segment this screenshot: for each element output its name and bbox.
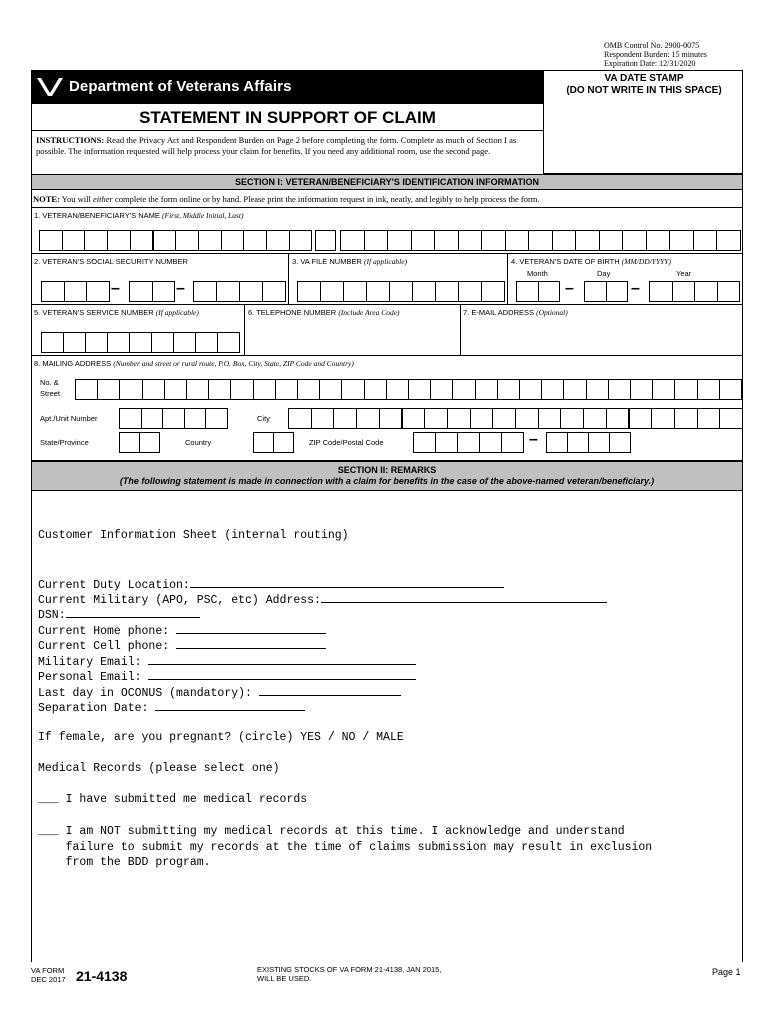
char-box[interactable] [402, 408, 426, 429]
char-box[interactable] [173, 332, 196, 353]
form-label: VA FORM [31, 966, 65, 975]
char-box[interactable] [716, 230, 741, 251]
char-box[interactable] [239, 281, 263, 302]
apt-label: Apt./Unit Number [40, 414, 98, 423]
separation-label: Separation Date: [38, 702, 149, 715]
separator-dash: – [565, 280, 574, 297]
char-box[interactable] [320, 281, 344, 302]
char-box[interactable] [501, 432, 524, 453]
field2-label: 2. VETERAN'S SOCIAL SECURITY NUMBER [34, 257, 188, 266]
form-number: 21-4138 [76, 968, 128, 984]
char-box[interactable] [386, 379, 409, 400]
va-date-stamp-box [543, 70, 743, 174]
department-name: Department of Veterans Affairs [69, 78, 292, 95]
char-box[interactable] [622, 230, 647, 251]
char-box[interactable] [447, 408, 471, 429]
char-box[interactable] [315, 230, 336, 251]
char-box[interactable] [674, 408, 698, 429]
dob-year-label: Year [676, 269, 692, 278]
char-box[interactable] [430, 379, 453, 400]
section2-title: SECTION II: REMARKS [337, 465, 437, 475]
dsn-label: DSN: [38, 609, 66, 622]
char-box[interactable] [408, 379, 431, 400]
char-box[interactable] [649, 281, 673, 302]
char-box[interactable] [481, 230, 506, 251]
field8-label [34, 359, 354, 368]
char-box[interactable] [387, 230, 412, 251]
char-box[interactable] [221, 230, 245, 251]
field7-hint: (Optional) [536, 308, 568, 317]
char-box[interactable] [184, 408, 207, 429]
char-box[interactable] [119, 432, 140, 453]
char-box[interactable] [458, 281, 482, 302]
char-box[interactable] [652, 379, 675, 400]
char-box[interactable] [629, 408, 653, 429]
existing-stocks [257, 965, 441, 983]
char-box[interactable] [606, 281, 629, 302]
option2-blank[interactable]: ___ [38, 825, 59, 838]
char-box[interactable] [412, 281, 436, 302]
cell-phone-label: Current Cell phone: [38, 640, 170, 653]
stamp-title: VA DATE STAMP [604, 73, 684, 84]
military-email-label: Military Email: [38, 656, 142, 669]
cell-phone-blank[interactable] [176, 637, 326, 649]
char-box[interactable] [588, 432, 610, 453]
char-box[interactable] [606, 408, 630, 429]
page-number: Page 1 [712, 967, 741, 977]
char-box[interactable] [63, 332, 86, 353]
char-box[interactable] [424, 408, 448, 429]
char-box[interactable] [674, 379, 697, 400]
char-box[interactable] [475, 379, 498, 400]
pregnant-question: If female, are you pregnant? (circle) YES / NO / MALE [38, 731, 404, 744]
omb-burden: Respondent Burden: 15 minutes [604, 50, 707, 59]
char-box[interactable] [297, 281, 321, 302]
char-box[interactable] [435, 281, 459, 302]
char-box[interactable] [142, 379, 165, 400]
char-box[interactable] [85, 332, 108, 353]
divider [31, 355, 743, 356]
field7-label [463, 308, 568, 317]
field1-label [34, 211, 243, 220]
char-box[interactable] [343, 281, 367, 302]
field3-hint: (If applicable) [363, 257, 408, 266]
field4-hint: (MM/DD/YYYY) [621, 257, 671, 266]
field3-label [292, 257, 407, 266]
char-box[interactable] [651, 408, 675, 429]
dob-month-label: Month [527, 269, 548, 278]
char-box[interactable] [583, 408, 607, 429]
char-box[interactable] [139, 432, 160, 453]
separation-line [38, 699, 305, 715]
section1-note [33, 194, 540, 204]
home-phone-blank[interactable] [176, 622, 326, 634]
char-box[interactable] [479, 432, 502, 453]
dsn-blank[interactable] [66, 606, 200, 618]
dob-day-label: Day [597, 269, 611, 278]
field1-hint: (First, Middle Initial, Last) [162, 211, 244, 220]
separator-dash: – [529, 431, 538, 448]
last-day-blank[interactable] [259, 684, 401, 696]
char-box[interactable] [586, 379, 609, 400]
personal-email-blank[interactable] [148, 668, 416, 680]
char-box[interactable] [669, 230, 694, 251]
personal-email-line [38, 668, 416, 684]
char-box[interactable] [230, 379, 253, 400]
records-question: Medical Records (please select one) [38, 762, 280, 775]
char-box[interactable] [216, 281, 240, 302]
option2-text-1: I am NOT submitting my medical records at this time. I acknowledge and understand [65, 825, 625, 838]
char-box[interactable] [253, 379, 276, 400]
option2-text-2: failure to submit my records at the time of claims submission may result in exclusion [65, 840, 653, 854]
note-em: either [93, 194, 113, 204]
home-phone-line [38, 622, 326, 638]
char-box[interactable] [697, 379, 720, 400]
char-box[interactable] [389, 281, 413, 302]
home-phone-label: Current Home phone: [38, 625, 170, 638]
state-label: State/Province [40, 438, 89, 447]
street-label-1: No. & [40, 378, 59, 387]
char-box[interactable] [528, 230, 553, 251]
cell-phone-line [38, 637, 326, 653]
field6-label [248, 308, 400, 317]
field5-label-text: 5. VETERAN'S SERVICE NUMBER [34, 308, 154, 317]
char-box[interactable] [694, 281, 718, 302]
char-box[interactable] [717, 281, 741, 302]
char-box[interactable] [243, 230, 267, 251]
remarks-heading: Customer Information Sheet (internal routing) [38, 529, 349, 542]
field1-label-text: 1. VETERAN/BENEFICIARY'S NAME [34, 211, 160, 220]
va-logo-icon [35, 74, 65, 98]
divider [460, 304, 461, 356]
char-box[interactable] [119, 379, 142, 400]
divider [31, 304, 743, 305]
char-box[interactable] [560, 408, 584, 429]
char-box[interactable] [411, 230, 436, 251]
char-box[interactable] [175, 230, 199, 251]
char-box[interactable] [434, 230, 459, 251]
note-label: NOTE: [33, 194, 60, 204]
char-box[interactable] [519, 379, 542, 400]
last-day-label: Last day in OCONUS (mandatory): [38, 687, 252, 700]
char-box[interactable] [86, 281, 110, 302]
char-box[interactable] [379, 408, 403, 429]
char-box[interactable] [719, 408, 743, 429]
instructions [31, 131, 543, 174]
form-title: STATEMENT IN SUPPORT OF CLAIM [31, 104, 543, 131]
divider [288, 253, 289, 305]
char-box[interactable] [497, 379, 520, 400]
char-box[interactable] [217, 332, 240, 353]
char-box[interactable] [356, 408, 380, 429]
char-box[interactable] [630, 379, 653, 400]
char-box[interactable] [452, 379, 475, 400]
char-box[interactable] [97, 379, 120, 400]
duty-location-label: Current Duty Location: [38, 579, 190, 592]
field5-label [34, 308, 199, 317]
char-box[interactable] [552, 230, 577, 251]
char-box[interactable] [153, 230, 177, 251]
field5-hint: (If applicable) [155, 308, 199, 317]
note-post: complete the form online or by hand. Please print the information request in ink, neatly, and legibly to help process the form. [112, 194, 540, 204]
char-box[interactable] [253, 432, 274, 453]
section1-header: SECTION I: VETERAN/BENEFICIARY'S IDENTIFICATION INFORMATION [31, 174, 743, 190]
omb-control: OMB Control No. 2900-0075 [604, 41, 700, 50]
char-box[interactable] [364, 230, 389, 251]
omb-info [604, 41, 707, 68]
char-box[interactable] [289, 230, 313, 251]
option1-blank[interactable]: ___ [38, 793, 59, 806]
char-box[interactable] [541, 379, 564, 400]
char-box[interactable] [151, 332, 174, 353]
char-box[interactable] [141, 408, 164, 429]
zip-label: ZIP Code/Postal Code [309, 438, 384, 447]
stocks-line-1: EXISTING STOCKS OF VA FORM 21-4138, JAN 2015, [257, 965, 442, 974]
option1-text: I have submitted me medical records [65, 793, 308, 806]
char-box[interactable] [41, 281, 65, 302]
last-day-line [38, 684, 401, 700]
char-box[interactable] [481, 281, 505, 302]
field8-label-text: 8. MAILING ADDRESS [34, 359, 112, 368]
char-box[interactable] [288, 408, 312, 429]
char-box[interactable] [599, 230, 624, 251]
char-box[interactable] [186, 379, 209, 400]
char-box[interactable] [697, 408, 721, 429]
char-box[interactable] [107, 332, 130, 353]
char-box[interactable] [208, 379, 231, 400]
char-box[interactable] [107, 230, 131, 251]
char-box[interactable] [366, 281, 390, 302]
char-box[interactable] [152, 281, 176, 302]
char-box[interactable] [130, 230, 154, 251]
char-box[interactable] [275, 379, 298, 400]
char-box[interactable] [333, 408, 357, 429]
divider [507, 253, 508, 305]
char-box[interactable] [266, 230, 290, 251]
char-box[interactable] [646, 230, 671, 251]
char-box[interactable] [608, 379, 631, 400]
stamp-note: (DO NOT WRITE IN THIS SPACE) [566, 85, 722, 96]
char-box[interactable] [538, 408, 562, 429]
military-address-label: Current Military (APO, PSC, etc) Address: [38, 594, 321, 607]
field3-label-text: 3. VA FILE NUMBER [292, 257, 362, 266]
city-label: City [257, 414, 270, 423]
char-box[interactable] [198, 230, 222, 251]
char-box[interactable] [435, 432, 458, 453]
military-address-blank[interactable] [321, 591, 607, 603]
char-box[interactable] [41, 332, 64, 353]
form-id [31, 966, 66, 984]
char-box[interactable] [516, 281, 539, 302]
separator-dash: – [176, 280, 185, 297]
military-email-blank[interactable] [148, 653, 416, 665]
char-box[interactable] [538, 281, 561, 302]
separator-dash: – [631, 280, 640, 297]
char-box[interactable] [62, 230, 86, 251]
remarks-area[interactable] [31, 490, 743, 962]
char-box[interactable] [311, 408, 335, 429]
dsn-line [38, 606, 200, 622]
separator-dash: – [111, 280, 120, 297]
char-box[interactable] [84, 230, 108, 251]
char-box[interactable] [719, 379, 742, 400]
field6-label-text: 6. TELEPHONE NUMBER [248, 308, 337, 317]
note-pre: You will [61, 194, 93, 204]
street-label-2: Street [40, 389, 61, 398]
char-box[interactable] [340, 230, 365, 251]
char-box[interactable] [341, 379, 364, 400]
char-box[interactable] [457, 432, 480, 453]
char-box[interactable] [563, 379, 586, 400]
country-label: Country [185, 438, 212, 447]
char-box[interactable] [492, 408, 516, 429]
duty-location-blank[interactable] [190, 576, 504, 588]
header-bar [31, 70, 543, 104]
field6-hint: (Include Area Code) [338, 308, 400, 317]
char-box[interactable] [205, 408, 228, 429]
form-date: DEC 2017 [31, 975, 66, 984]
char-box[interactable] [193, 281, 217, 302]
divider [31, 207, 743, 208]
stocks-line-2: WILL BE USED. [257, 974, 312, 983]
char-box[interactable] [693, 230, 718, 251]
char-box[interactable] [119, 408, 142, 429]
char-box[interactable] [64, 281, 88, 302]
char-box[interactable] [575, 230, 600, 251]
street-label [40, 377, 60, 399]
divider [31, 253, 743, 254]
divider [244, 304, 245, 356]
char-box[interactable] [567, 432, 589, 453]
char-box[interactable] [505, 230, 530, 251]
char-box[interactable] [609, 432, 631, 453]
char-box[interactable] [273, 432, 294, 453]
char-box[interactable] [262, 281, 286, 302]
char-box[interactable] [162, 408, 185, 429]
instructions-label: INSTRUCTIONS: [36, 135, 105, 145]
military-address-line [38, 591, 607, 607]
field8-hint: (Number and street or rural route, P.O. Box, City, State, ZIP Code and Country) [113, 359, 354, 368]
char-box[interactable] [515, 408, 539, 429]
field4-label [511, 257, 671, 266]
char-box[interactable] [458, 230, 483, 251]
section2-subtitle: (The following statement is made in connection with a claim for benefits in the case of the above-named veteran/beneficiary.) [119, 476, 655, 486]
omb-expiration: Expiration Date: 12/31/2020 [604, 59, 696, 68]
instructions-text: Read the Privacy Act and Respondent Burden on Page 2 before completing the form. Complete as much of Section I as possible. The information requested will help process your claim for benefits. If you need any additional room, use the second page. [36, 135, 517, 156]
field4-label-text: 4. VETERAN'S DATE OF BIRTH [511, 257, 620, 266]
char-box[interactable] [164, 379, 187, 400]
char-box[interactable] [470, 408, 494, 429]
char-box[interactable] [129, 281, 153, 302]
duty-location-line [38, 576, 504, 592]
char-box[interactable] [584, 281, 607, 302]
char-box[interactable] [75, 379, 98, 400]
personal-email-label: Personal Email: [38, 671, 142, 684]
char-box[interactable] [672, 281, 696, 302]
char-box[interactable] [319, 379, 342, 400]
section2-header [31, 461, 743, 491]
char-box[interactable] [39, 230, 63, 251]
field7-label-text: 7. E-MAIL ADDRESS [463, 308, 534, 317]
char-box[interactable] [297, 379, 320, 400]
char-box[interactable] [546, 432, 568, 453]
email-input[interactable] [462, 318, 741, 354]
char-box[interactable] [195, 332, 218, 353]
telephone-input[interactable] [246, 318, 458, 354]
option2-text-3: from the BDD program. [65, 856, 211, 869]
separation-blank[interactable] [155, 699, 305, 711]
char-box[interactable] [413, 432, 436, 453]
military-email-line [38, 653, 416, 669]
records-option-2 [38, 824, 652, 871]
records-option-1 [38, 793, 307, 806]
char-box[interactable] [129, 332, 152, 353]
char-box[interactable] [364, 379, 387, 400]
